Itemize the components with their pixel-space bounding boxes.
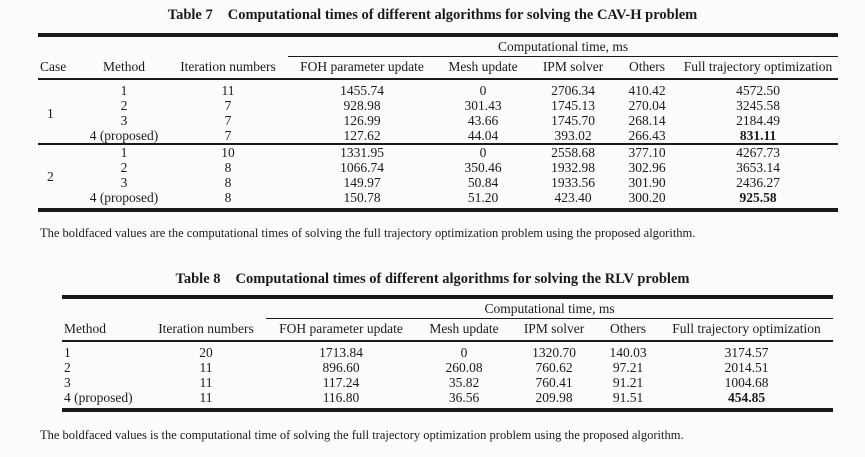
table-8 bbox=[62, 295, 833, 412]
cell-full-time: 4572.50 bbox=[736, 83, 780, 98]
cell-mesh-time: 0 bbox=[436, 144, 530, 160]
cell-others-time: 268.14 bbox=[628, 113, 666, 128]
cell-ipm-time: 1320.70 bbox=[532, 345, 576, 360]
cell-method: 3 bbox=[120, 113, 128, 128]
cell-others-time: 91.51 bbox=[612, 390, 644, 405]
table-row bbox=[38, 160, 838, 175]
cell-mesh-time: 0 bbox=[460, 345, 468, 360]
cell-iterations: 11 bbox=[199, 375, 213, 390]
column-header-full: Full trajectory optimization bbox=[660, 319, 833, 342]
table-row bbox=[38, 190, 838, 208]
cell-method: 4 (proposed) bbox=[89, 190, 159, 205]
cell-method: 2 bbox=[64, 360, 71, 375]
cell-foh-time: 116.80 bbox=[322, 390, 360, 405]
cell-mesh-time: 260.08 bbox=[445, 360, 483, 375]
cell-ipm-time: 1932.98 bbox=[551, 160, 595, 175]
table-8-caption: Computational times of different algorithms for solving the RLV problem bbox=[235, 271, 690, 287]
cell-iterations: 8 bbox=[224, 190, 232, 205]
bottom-double-rule bbox=[62, 408, 833, 412]
table-7 bbox=[38, 33, 838, 212]
cell-mesh-time: 51.20 bbox=[467, 190, 499, 205]
column-header-case: Case bbox=[38, 57, 80, 80]
cell-full-time: 2014.51 bbox=[724, 360, 769, 375]
cell-iterations: 11 bbox=[199, 360, 213, 375]
table-row bbox=[62, 390, 833, 408]
cell-ipm-time: 393.02 bbox=[554, 128, 592, 143]
table-7-title bbox=[0, 7, 865, 24]
cell-full-time: 3653.14 bbox=[736, 160, 780, 175]
span-header: Computational time, ms bbox=[266, 299, 833, 319]
cell-foh-time: 1066.74 bbox=[340, 160, 384, 175]
column-header-foh: FOH parameter update bbox=[266, 319, 416, 342]
column-header-full: Full trajectory optimization bbox=[678, 57, 838, 80]
cell-iterations: 11 bbox=[221, 83, 235, 98]
column-header-method: Method bbox=[62, 319, 146, 342]
cell-iterations: 7 bbox=[224, 98, 232, 113]
cell-others-time: 302.96 bbox=[628, 160, 666, 175]
cell-others-time: 140.03 bbox=[609, 345, 647, 360]
cell-iterations: 7 bbox=[224, 128, 232, 143]
table-row bbox=[62, 341, 833, 360]
span-header: Computational time, ms bbox=[288, 37, 838, 57]
table-7-label: Table 7 bbox=[167, 7, 213, 23]
table-7-footnote: The boldfaced values are the computational times of solving the full trajectory optimization problem using the proposed algorithm. bbox=[40, 226, 696, 240]
cell-iterations: 8 bbox=[224, 160, 232, 175]
cell-full-time: 2184.49 bbox=[736, 113, 780, 128]
column-header-method: Method bbox=[80, 57, 168, 80]
cell-ipm-time: 760.62 bbox=[535, 360, 573, 375]
cell-foh-time: 126.99 bbox=[343, 113, 381, 128]
cell-others-time: 410.42 bbox=[628, 83, 666, 98]
cell-foh-time: 1331.95 bbox=[288, 144, 436, 160]
cell-mesh-time: 43.66 bbox=[467, 113, 499, 128]
table-row bbox=[38, 175, 838, 190]
column-header-mesh: Mesh update bbox=[436, 57, 530, 80]
cell-case: 1 bbox=[47, 105, 54, 121]
column-header-ipm: IPM solver bbox=[530, 57, 616, 80]
cell-foh-time: 1455.74 bbox=[340, 83, 384, 98]
cell-ipm-time: 1933.56 bbox=[551, 175, 595, 190]
cell-others-time: 97.21 bbox=[612, 360, 644, 375]
cell-others-time: 300.20 bbox=[628, 190, 666, 205]
cell-ipm-time: 2706.34 bbox=[551, 83, 595, 98]
cell-iterations: 7 bbox=[224, 113, 232, 128]
cell-ipm-time: 209.98 bbox=[535, 390, 573, 405]
cell-iterations: 8 bbox=[224, 175, 232, 190]
table-7-grid bbox=[38, 37, 838, 208]
table-8-footnote: The boldfaced values is the computational time of solving the full trajectory optimization problem using the proposed algorithm. bbox=[40, 428, 684, 442]
cell-iterations: 10 bbox=[168, 144, 288, 160]
cell-full-time-bold: 831.11 bbox=[739, 128, 777, 143]
cell-method: 1 bbox=[120, 83, 128, 98]
cell-foh-time: 149.97 bbox=[343, 175, 381, 190]
cell-method: 1 bbox=[64, 345, 71, 360]
column-header-mesh: Mesh update bbox=[416, 319, 512, 342]
table-row bbox=[38, 113, 838, 128]
cell-ipm-time: 2558.68 bbox=[530, 144, 616, 160]
cell-method: 1 bbox=[80, 144, 168, 160]
cell-full-time-bold: 925.58 bbox=[739, 190, 777, 205]
table-row bbox=[38, 144, 838, 160]
column-header-row bbox=[62, 319, 833, 342]
column-header-foh: FOH parameter update bbox=[288, 57, 436, 80]
cell-mesh-time: 36.56 bbox=[448, 390, 480, 405]
cell-full-time: 2436.27 bbox=[736, 175, 780, 190]
span-header-row bbox=[38, 37, 838, 57]
cell-mesh-time: 50.84 bbox=[467, 175, 499, 190]
table-row bbox=[38, 128, 838, 144]
cell-case: 2 bbox=[38, 144, 80, 208]
cell-others-time: 91.21 bbox=[612, 375, 644, 390]
cell-foh-time: 896.60 bbox=[322, 360, 360, 375]
cell-ipm-time: 1745.13 bbox=[551, 98, 595, 113]
cell-method: 4 (proposed) bbox=[89, 128, 159, 143]
cell-foh-time: 127.62 bbox=[343, 128, 381, 143]
cell-method: 4 (proposed) bbox=[64, 390, 133, 405]
cell-ipm-time: 1745.70 bbox=[551, 113, 595, 128]
cell-method: 2 bbox=[120, 98, 128, 113]
cell-method: 3 bbox=[64, 375, 71, 390]
table-8-label: Table 8 bbox=[175, 271, 221, 287]
cell-others-time: 377.10 bbox=[616, 144, 678, 160]
cell-foh-time: 1713.84 bbox=[319, 345, 363, 360]
span-header-row bbox=[62, 299, 833, 319]
table-8-grid bbox=[62, 299, 833, 408]
table-row bbox=[62, 375, 833, 390]
cell-foh-time: 928.98 bbox=[343, 98, 381, 113]
cell-method: 3 bbox=[120, 175, 128, 190]
table-row bbox=[62, 360, 833, 375]
cell-mesh-time: 350.46 bbox=[464, 160, 502, 175]
cell-full-time: 4267.73 bbox=[678, 144, 838, 160]
cell-ipm-time: 760.41 bbox=[535, 375, 573, 390]
column-header-iterations: Iteration numbers bbox=[168, 57, 288, 80]
cell-others-time: 301.90 bbox=[628, 175, 666, 190]
cell-foh-time: 117.24 bbox=[322, 375, 360, 390]
cell-mesh-time: 0 bbox=[479, 83, 487, 98]
cell-mesh-time: 44.04 bbox=[467, 128, 499, 143]
cell-mesh-time: 301.43 bbox=[464, 98, 502, 113]
table-8-title bbox=[0, 271, 865, 288]
cell-full-time: 3174.57 bbox=[724, 345, 769, 360]
table-row bbox=[38, 98, 838, 113]
cell-mesh-time: 35.82 bbox=[448, 375, 480, 390]
cell-foh-time: 150.78 bbox=[343, 190, 381, 205]
column-header-row bbox=[38, 57, 838, 80]
column-header-others: Others bbox=[616, 57, 678, 80]
table-7-caption: Computational times of different algorithms for solving the CAV-H problem bbox=[227, 7, 698, 23]
cell-ipm-time: 423.40 bbox=[554, 190, 592, 205]
table-row bbox=[38, 79, 838, 98]
column-header-others: Others bbox=[596, 319, 660, 342]
cell-others-time: 266.43 bbox=[628, 128, 666, 143]
cell-iterations: 20 bbox=[199, 345, 213, 360]
cell-full-time: 3245.58 bbox=[736, 98, 780, 113]
column-header-iterations: Iteration numbers bbox=[146, 319, 266, 342]
cell-full-time-bold: 454.85 bbox=[727, 390, 766, 405]
cell-method: 2 bbox=[120, 160, 128, 175]
cell-full-time: 1004.68 bbox=[724, 375, 769, 390]
cell-iterations: 11 bbox=[199, 390, 213, 405]
cell-others-time: 270.04 bbox=[628, 98, 666, 113]
column-header-ipm: IPM solver bbox=[512, 319, 596, 342]
bottom-double-rule bbox=[38, 208, 838, 212]
